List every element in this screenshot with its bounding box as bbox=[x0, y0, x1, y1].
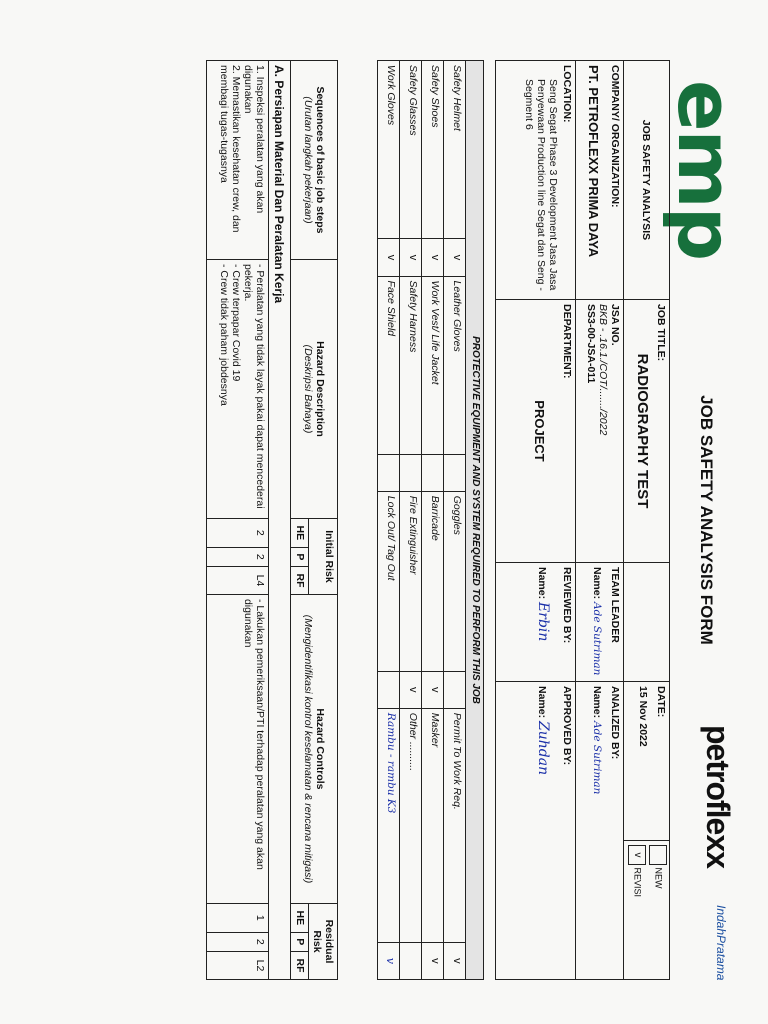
ppe-item: Barricade bbox=[422, 491, 444, 671]
initial-risk-header: Initial Risk bbox=[309, 519, 338, 595]
hazard-header bbox=[291, 260, 338, 519]
initial-p-header: P bbox=[291, 547, 309, 566]
ppe-check[interactable]: v bbox=[444, 942, 466, 979]
section-a-heading: A. Persiapan Material Dan Peralatan Kerja bbox=[269, 61, 291, 980]
ppe-item: Goggles bbox=[444, 491, 466, 671]
control-item: - Lakukan pemeriksaan/PTI terhadap peralatan yang akan digunakan bbox=[242, 598, 266, 870]
hazard-header-title: Hazard Description bbox=[314, 341, 326, 437]
ppe-check[interactable] bbox=[378, 455, 400, 492]
approved-name-label: Name: bbox=[536, 686, 548, 719]
new-checkbox[interactable] bbox=[649, 845, 667, 865]
ppe-check[interactable]: v bbox=[444, 239, 466, 276]
step-item: 1. Inspeksi peralatan yang akan digunakan bbox=[242, 65, 266, 214]
reviewed-label: REVIEWED BY: bbox=[561, 567, 573, 644]
jsa-no-1: BKB - .16.1./COT/......./2022 bbox=[597, 304, 609, 436]
revisi-label: REVISI bbox=[632, 867, 643, 898]
ppe-check[interactable]: v bbox=[378, 239, 400, 276]
ppe-check[interactable]: v bbox=[400, 239, 422, 276]
ppe-table bbox=[377, 60, 484, 980]
approved-signature: Zuhdan bbox=[535, 721, 551, 776]
ppe-item: Work Gloves bbox=[378, 61, 400, 239]
initial-rf-value: L4 bbox=[207, 567, 269, 595]
residual-he-value: 1 bbox=[207, 903, 269, 932]
hazards-cell bbox=[207, 260, 269, 519]
job-steps-table bbox=[206, 60, 338, 980]
initial-rf-header: RF bbox=[291, 567, 309, 595]
residual-p-value: 2 bbox=[207, 932, 269, 951]
ppe-item: Safety Helmet bbox=[444, 61, 466, 239]
blank-header-cell bbox=[624, 563, 670, 682]
residual-rf-header: RF bbox=[291, 952, 309, 980]
ppe-check[interactable]: v bbox=[422, 239, 444, 276]
petroflexx-logo: petroflexx bbox=[700, 725, 736, 868]
team-leader-label: TEAM LEADER bbox=[609, 567, 621, 643]
jsa-no-cell bbox=[576, 300, 624, 563]
location-value: Seng Segat Phase 3 Development Jasa Jasa Penyewaan Production line Segat dan Seng - Segment 6 bbox=[523, 79, 559, 291]
reviewed-cell bbox=[496, 563, 576, 682]
company-label: COMPANY/ ORGANIZATION: bbox=[609, 65, 621, 208]
analized-cell bbox=[576, 682, 624, 980]
controls-cell bbox=[207, 594, 269, 903]
ppe-item: Safety Harness bbox=[400, 276, 422, 454]
initial-he-header: HE bbox=[291, 519, 309, 548]
department-label: DEPARTMENT: bbox=[561, 304, 573, 379]
reviewed-name-label: Name: bbox=[536, 567, 548, 600]
revisi-checkbox[interactable]: v bbox=[628, 845, 646, 865]
team-leader-signature: Ade Sutriman bbox=[591, 602, 603, 676]
ppe-item: Work Vest/ Life Jacket bbox=[422, 276, 444, 454]
residual-p-header: P bbox=[291, 932, 309, 951]
department-cell bbox=[496, 300, 576, 563]
residual-he-header: HE bbox=[291, 903, 309, 932]
job-title-label: JOB TITLE: bbox=[655, 304, 667, 362]
step-item: 2. Memastikan kesehatan crew, dan membagi tugas-tugasnya bbox=[218, 65, 242, 233]
ppe-item: Safety Shoes bbox=[422, 61, 444, 239]
jsa-label: JOB SAFETY ANALYSIS bbox=[624, 61, 670, 300]
jsa-no-label: JSA NO. bbox=[609, 304, 621, 346]
date-cell bbox=[624, 682, 670, 841]
steps-cell bbox=[207, 61, 269, 260]
controls-header-title: Hazard Controls bbox=[314, 708, 326, 790]
jsa-no-2: SS3-00-JSA-011 bbox=[585, 304, 597, 384]
analized-name-label: Name: bbox=[591, 686, 603, 719]
ppe-check[interactable]: v bbox=[400, 671, 422, 708]
hazard-item: - Crew tidak paham jobdesnya bbox=[218, 264, 230, 406]
location-cell bbox=[496, 61, 576, 300]
indahpratama-logo: IndahPratama bbox=[714, 905, 728, 981]
ppe-check[interactable] bbox=[400, 942, 422, 979]
steps-header-sub: (Urutan langkah pekerjaan) bbox=[302, 96, 314, 224]
ppe-check[interactable]: v bbox=[378, 942, 400, 979]
ppe-check[interactable] bbox=[444, 671, 466, 708]
date-value: 15 Nov 2022 bbox=[637, 686, 649, 747]
ppe-item: Safety Glasses bbox=[400, 61, 422, 239]
controls-header-sub: (Mengidentifikasi kontrol keselamatan & rencana mitigasi) bbox=[302, 614, 314, 884]
ppe-item: Face Shield bbox=[378, 276, 400, 454]
ppe-item: Lock Out/ Tag Out bbox=[378, 491, 400, 671]
team-leader-cell bbox=[576, 563, 624, 682]
ppe-check[interactable] bbox=[444, 455, 466, 492]
ppe-item: Masker bbox=[422, 708, 444, 942]
hazard-item: - Crew terpapar Covid 19 bbox=[230, 264, 242, 382]
ppe-check[interactable] bbox=[422, 455, 444, 492]
ppe-item: Fire Extinguisher bbox=[400, 491, 422, 671]
hazard-header-sub: (Deskripsi Bahaya) bbox=[302, 344, 314, 434]
ppe-item: Permit To Work Req. bbox=[444, 708, 466, 942]
new-label: NEW bbox=[653, 867, 664, 889]
team-leader-name-label: Name: bbox=[591, 567, 603, 600]
hazard-item: - Peralatan yang tidak layak pakai dapat mencederai pekerja. bbox=[242, 264, 266, 509]
info-table bbox=[495, 60, 670, 980]
emp-logo: emp bbox=[661, 80, 750, 260]
ppe-title: PROTECTIVE EQUIPMENT AND SYSTEM REQUIRED TO PERFORM THIS JOB bbox=[466, 61, 484, 980]
company-cell bbox=[576, 61, 624, 300]
steps-header-title: Sequences of basic job steps bbox=[314, 86, 326, 234]
residual-rf-value: L2 bbox=[207, 952, 269, 980]
date-label: DATE: bbox=[655, 686, 667, 718]
steps-header bbox=[291, 61, 338, 260]
approved-cell bbox=[496, 682, 576, 980]
reviewed-signature: Erbin bbox=[535, 602, 551, 642]
ppe-check[interactable]: v bbox=[422, 671, 444, 708]
ppe-item: Rambu - rambu K3 bbox=[378, 708, 400, 942]
controls-header bbox=[291, 594, 338, 903]
ppe-item: Leather Gloves bbox=[444, 276, 466, 454]
analized-signature: Ade Sutriman bbox=[591, 721, 603, 795]
approved-label: APPROVED BY: bbox=[561, 686, 573, 766]
initial-p-value: 2 bbox=[207, 547, 269, 566]
initial-he-value: 2 bbox=[207, 519, 269, 548]
department-value: PROJECT bbox=[532, 400, 547, 462]
job-title-cell bbox=[624, 300, 670, 563]
location-label: LOCATION: bbox=[561, 65, 573, 123]
job-title: RADIOGRAPHY TEST bbox=[634, 353, 651, 509]
analized-label: ANALIZED BY: bbox=[609, 686, 621, 760]
ppe-check[interactable] bbox=[400, 455, 422, 492]
ppe-item: Other .......... bbox=[400, 708, 422, 942]
ppe-check[interactable] bbox=[378, 671, 400, 708]
ppe-check[interactable]: v bbox=[422, 942, 444, 979]
residual-risk-header: Residual Risk bbox=[309, 903, 338, 979]
revision-cell bbox=[624, 841, 670, 980]
form-title: JOB SAFETY ANALYSIS FORM bbox=[697, 395, 716, 645]
company-value: PT. PETROFLEXX PRIMA DAYA bbox=[586, 65, 601, 258]
